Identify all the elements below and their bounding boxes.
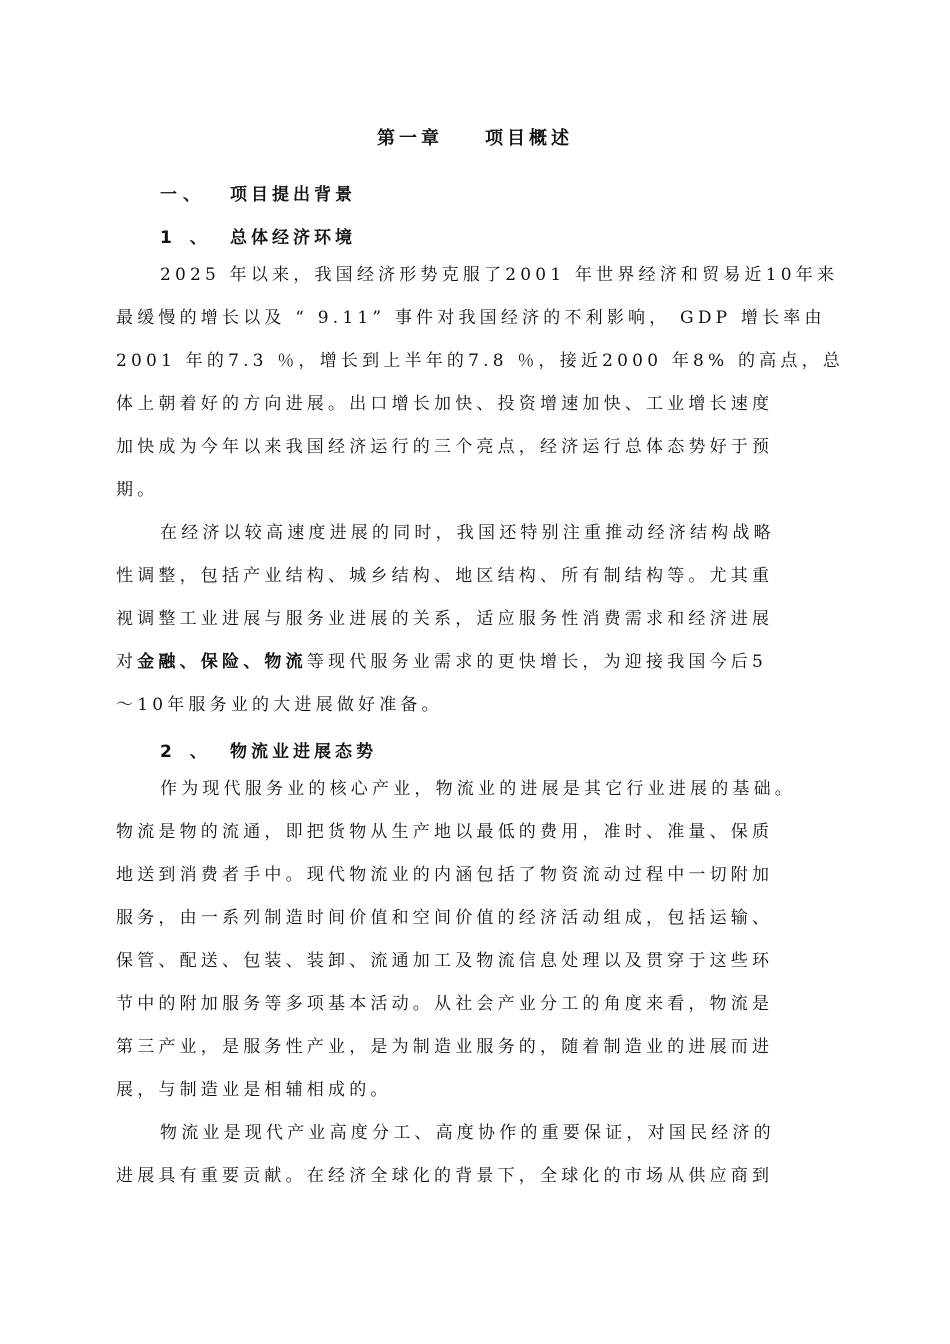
paragraph-line: 最缓慢的增长以及 “ 9.11” 事件对我国经济的不利影响， GDP 增长率由 xyxy=(116,308,826,328)
subsection-title: 物流业进展态势 xyxy=(230,742,377,762)
section-title: 项目提出背景 xyxy=(230,185,356,205)
paragraph-line: 2025 年以来，我国经济形势克服了2001 年世界经济和贸易近10年来 xyxy=(160,265,839,285)
paragraph-line: 进展具有重要贡献。在经济全球化的背景下，全球化的市场从供应商到 xyxy=(116,1166,774,1186)
chapter-name: 项目概述 xyxy=(485,128,573,149)
paragraph-line: 保管、配送、包装、装卸、流通加工及物流信息处理以及贯穿于这些环 xyxy=(116,951,774,971)
chapter-number: 第一章 xyxy=(377,128,443,149)
paragraph-line: 2001 年的7.3 ％，增长到上半年的7.8 ％，接近2000 年8% 的高点，总 xyxy=(116,351,844,371)
line-prefix: 对 xyxy=(116,652,138,672)
paragraph-line: 节中的附加服务等多项基本活动。从社会产业分工的角度来看，物流是 xyxy=(116,994,774,1014)
paragraph-line: 第三产业，是服务性产业，是为制造业服务的，随着制造业的进展而进 xyxy=(116,1037,774,1057)
paragraph-4 xyxy=(116,1112,856,1198)
paragraph-3 xyxy=(116,768,856,1112)
subsection-number: 2 、 xyxy=(160,742,213,762)
paragraph-line: ～10年服务业的大进展做好准备。 xyxy=(116,695,443,715)
paragraph-line: 体上朝着好的方向进展。出口增长加快、投资增速加快、工业增长速度 xyxy=(116,394,774,414)
paragraph-line: 展，与制造业是相辅相成的。 xyxy=(116,1080,392,1100)
subsection-heading-2 xyxy=(160,737,377,762)
paragraph-line: 加快成为今年以来我国经济运行的三个亮点，经济运行总体态势好于预 xyxy=(116,437,774,457)
paragraph-1 xyxy=(116,254,856,512)
paragraph-line: 视调整工业进展与服务业进展的关系，适应服务性消费需求和经济进展 xyxy=(116,609,774,629)
paragraph-line: 物流业是现代产业高度分工、高度协作的重要保证，对国民经济的 xyxy=(160,1123,775,1143)
subsection-title: 总体经济环境 xyxy=(230,228,356,248)
paragraph-2 xyxy=(116,512,856,727)
subsection-number: 1 、 xyxy=(160,228,213,248)
line-suffix: 等现代服务业需求的更快增长，为迎接我国今后5 xyxy=(306,652,768,672)
bold-keywords: 金融、保险、物流 xyxy=(137,652,307,672)
paragraph-line: 在经济以较高速度进展的同时，我国还特别注重推动经济结构战略 xyxy=(160,523,775,543)
paragraph-line: 作为现代服务业的核心产业，物流业的进展是其它行业进展的基础。 xyxy=(160,779,796,799)
section-heading-1 xyxy=(160,180,356,205)
paragraph-line: 性调整，包括产业结构、城乡结构、地区结构、所有制结构等。尤其重 xyxy=(116,566,774,586)
section-number: 一、 xyxy=(160,185,206,205)
paragraph-line: 物流是物的流通，即把货物从生产地以最低的费用，准时、准量、保质 xyxy=(116,822,774,842)
paragraph-line: 地送到消费者手中。现代物流业的内涵包括了物资流动过程中一切附加 xyxy=(116,865,774,885)
chapter-title xyxy=(0,124,950,150)
paragraph-line xyxy=(116,641,856,684)
paragraph-line: 期。 xyxy=(116,480,159,500)
paragraph-line: 服务，由一系列制造时间价值和空间价值的经济活动组成，包括运输、 xyxy=(116,908,774,928)
subsection-heading-1 xyxy=(160,223,356,248)
